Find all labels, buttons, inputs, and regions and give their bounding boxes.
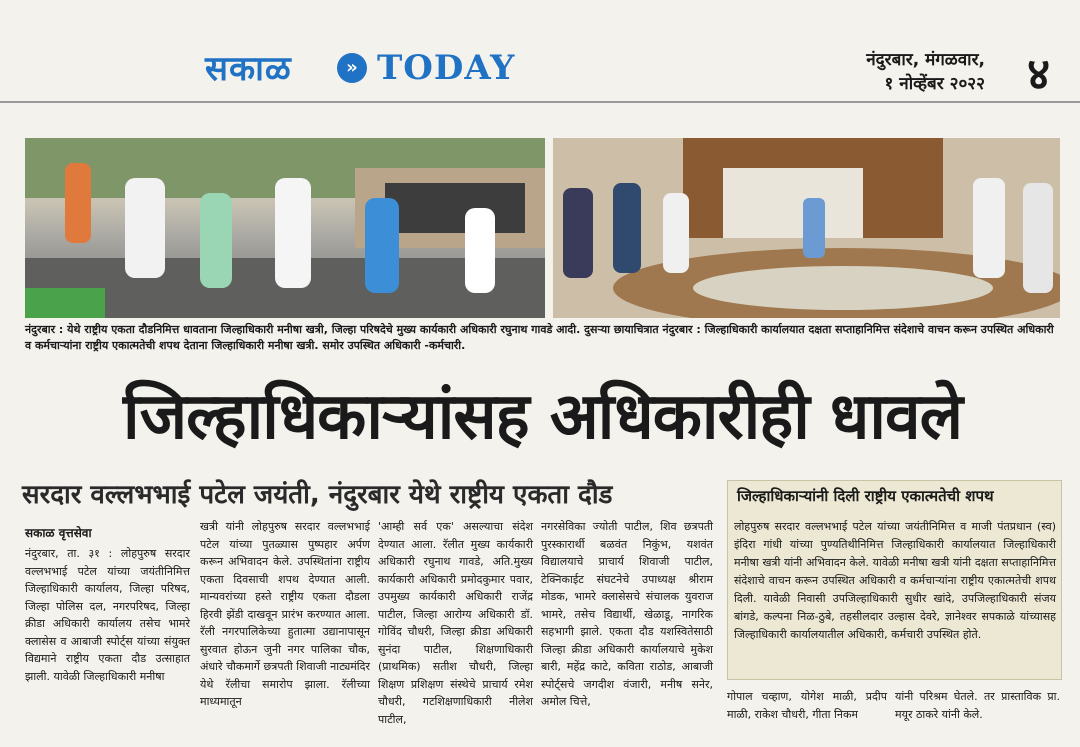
- masthead: [0, 0, 1080, 110]
- unity-run-illustration: [25, 138, 545, 318]
- photo-unity-run: [25, 138, 545, 318]
- dateline-date: १ नोव्हेंबर २०२२: [884, 74, 985, 94]
- dateline: [866, 48, 985, 96]
- byline: सकाळ वृत्तसेवा: [25, 526, 92, 540]
- sidebar-body: लोहपुरुष सरदार वल्लभभाई पटेल यांच्या जयंतीनिमित्त व माजी पंतप्रधान (स्व) इंदिरा गांधी यांच्या पुण्यतिथीनिमित्त जिल्हाधिकारी कार्यालयात जिल्हाधिकारी मनीषा खत्री यांनी अभिवादन केले. यावेळी मनीषा खत्री यांनी दक्षता सप्ताहानिमित्त संदेशाचे वाचन करून उपस्थित अधिकारी व कर्मचाऱ्यांना राष्ट्रीय एकात्मतेची शपथ दिली. यावेळी निवासी उपजिल्हाधिकारी सुधीर खांदे, उपजिल्हाधिकारी संजय बांगडे, कल्पना निळ-ठुबे, तहसीलदार उल्हास देवरे, ज्ञानेश्वर सपकाळे यांच्यासह जिल्हाधिकारी कार्यालयातील अधिकारी, कर्मचारी उपस्थित होते.: [734, 520, 1056, 641]
- brand-name: सकाळ: [205, 49, 292, 89]
- masthead-divider: [0, 101, 1080, 103]
- oath-ceremony-illustration: [553, 138, 1060, 318]
- chevron-right-icon: »: [337, 53, 367, 83]
- section-title: TODAY: [377, 48, 516, 88]
- sidebar-title: जिल्हाधिकाऱ्यांनी दिली राष्ट्रीय एकात्मतेची शपथ: [737, 487, 994, 505]
- article-column-2: खत्री यांनी लोहपुरुष सरदार वल्लभभाई पटेल यांच्या पुतळ्यास पुष्पहार अर्पण करून अभिवादन केले. उपस्थितांना राष्ट्रीय एकता दिवसाची शपथ देण्यात आली. मान्यवरांच्या हस्ते राष्ट्रीय एकता दौडला हिरवी झेंडी दाखवून प्रारंभ करण्यात आला. रॅली नगरपालिकेच्या हुतात्मा उद्यानापासून सुरवात होऊन जुनी नगर पालिका चौक, अंधारे चौकमार्गे छत्रपती शिवाजी नाट्यमंदिर येथे रॅलीचा समारोप झाला. रॅलीच्या माध्यमातून: [200, 520, 370, 708]
- photo-oath-ceremony: [553, 138, 1060, 318]
- article-column-1: नंदुरबार, ता. ३१ : लोहपुरुष सरदार वल्लभभाई पटेल यांच्या जयंतीनिमित्त जिल्हाधिकारी कार्यालय, जिल्हा परिषद, जिल्हा पोलिस दल, नगरपरिषद, जिल्हा क्रीडा अधिकारी कार्यालय तसेच भामरे क्लासेस व आबाजी स्पोर्ट्स यांच्या संयुक्त विद्यमाने राष्ट्रीय एकता दौड उत्साहात झाली. यावेळी जिल्हाधिकारी मनीषा: [25, 547, 190, 683]
- photo-caption: नंदुरबार : येथे राष्ट्रीय एकता दौडनिमित्त धावताना जिल्हाधिकारी मनीषा खत्री, जिल्हा परिषदेचे मुख्य कार्यकारी अधिकारी रघुनाथ गावडे आदी. दुसऱ्या छायाचित्रात नंदुरबार : जिल्हाधिकारी कार्यालयात दक्षता सप्ताहानिमित्त संदेशाचे वाचन करून उपस्थित अधिकारी व कर्मचाऱ्यांना राष्ट्रीय एकात्मतेची शपथ देताना जिल्हाधिकारी मनीषा खत्री. समोर उपस्थित अधिकारी -कर्मचारी.: [25, 323, 1054, 352]
- article-column-5: गोपाल चव्हाण, योगेश माळी, प्रदीप माळी, राकेश चौधरी, गीता निकम: [727, 690, 887, 721]
- article-column-3: 'आम्ही सर्व एक' असल्याचा संदेश देण्यात आला. रॅलीत मुख्य कार्यकारी अधिकारी रघुनाथ गावडे, अति.मुख्य कार्यकारी अधिकारी प्रमोदकुमार पवार, उपमुख्य कार्यकारी अधिकारी राजेंद्र पाटील, जिल्हा आरोग्य अधिकारी डॉ. गोविंद चौधरी, जिल्हा क्रीडा अधिकारी सुनंदा पाटील, शिक्षणाधिकारी (प्राथमिक) सतीश चौधरी, जिल्हा शिक्षण प्रशिक्षण संस्थेचे प्राचार्य रमेश चौधरी, गटशिक्षणाधिकारी नीलेश पाटील,: [378, 520, 533, 726]
- dateline-place: नंदुरबार, मंगळवार,: [866, 50, 985, 70]
- article-column-6: यांनी परिश्रम घेतले. तर प्रास्ताविक प्रा. मयूर ठाकरे यांनी केले.: [895, 690, 1060, 721]
- page-number: ४: [1027, 49, 1050, 100]
- subheadline: सरदार वल्लभभाई पटेल जयंती, नंदुरबार येथे राष्ट्रीय एकता दौड: [22, 480, 613, 510]
- headline: जिल्हाधिकाऱ्यांसह अधिकारीही धावले: [123, 380, 962, 454]
- article-column-4: नगरसेविका ज्योती पाटील, शिव छत्रपती पुरस्कारार्थी बळवंत निकुंभ, यशवंत विद्यालयाचे प्राचार्य शिवाजी पाटील, टेक्निकाईट संघटनेचे उपाध्यक्ष श्रीराम मोडक, भामरे क्लासेसचे संचालक युवराज भामरे, तसेच विद्यार्थी, खेळाडू, नागरिक सहभागी झाले. एकता दौड यशस्वितेसाठी जिल्हा क्रीडा अधिकारी कार्यालयाचे मुकेश बारी, महेंद्र काटे, कविता राठोड, आबाजी स्पोर्ट्सचे जगदीश वंजारी, मनीष सनेर, अमोल चित्ते,: [541, 520, 713, 708]
